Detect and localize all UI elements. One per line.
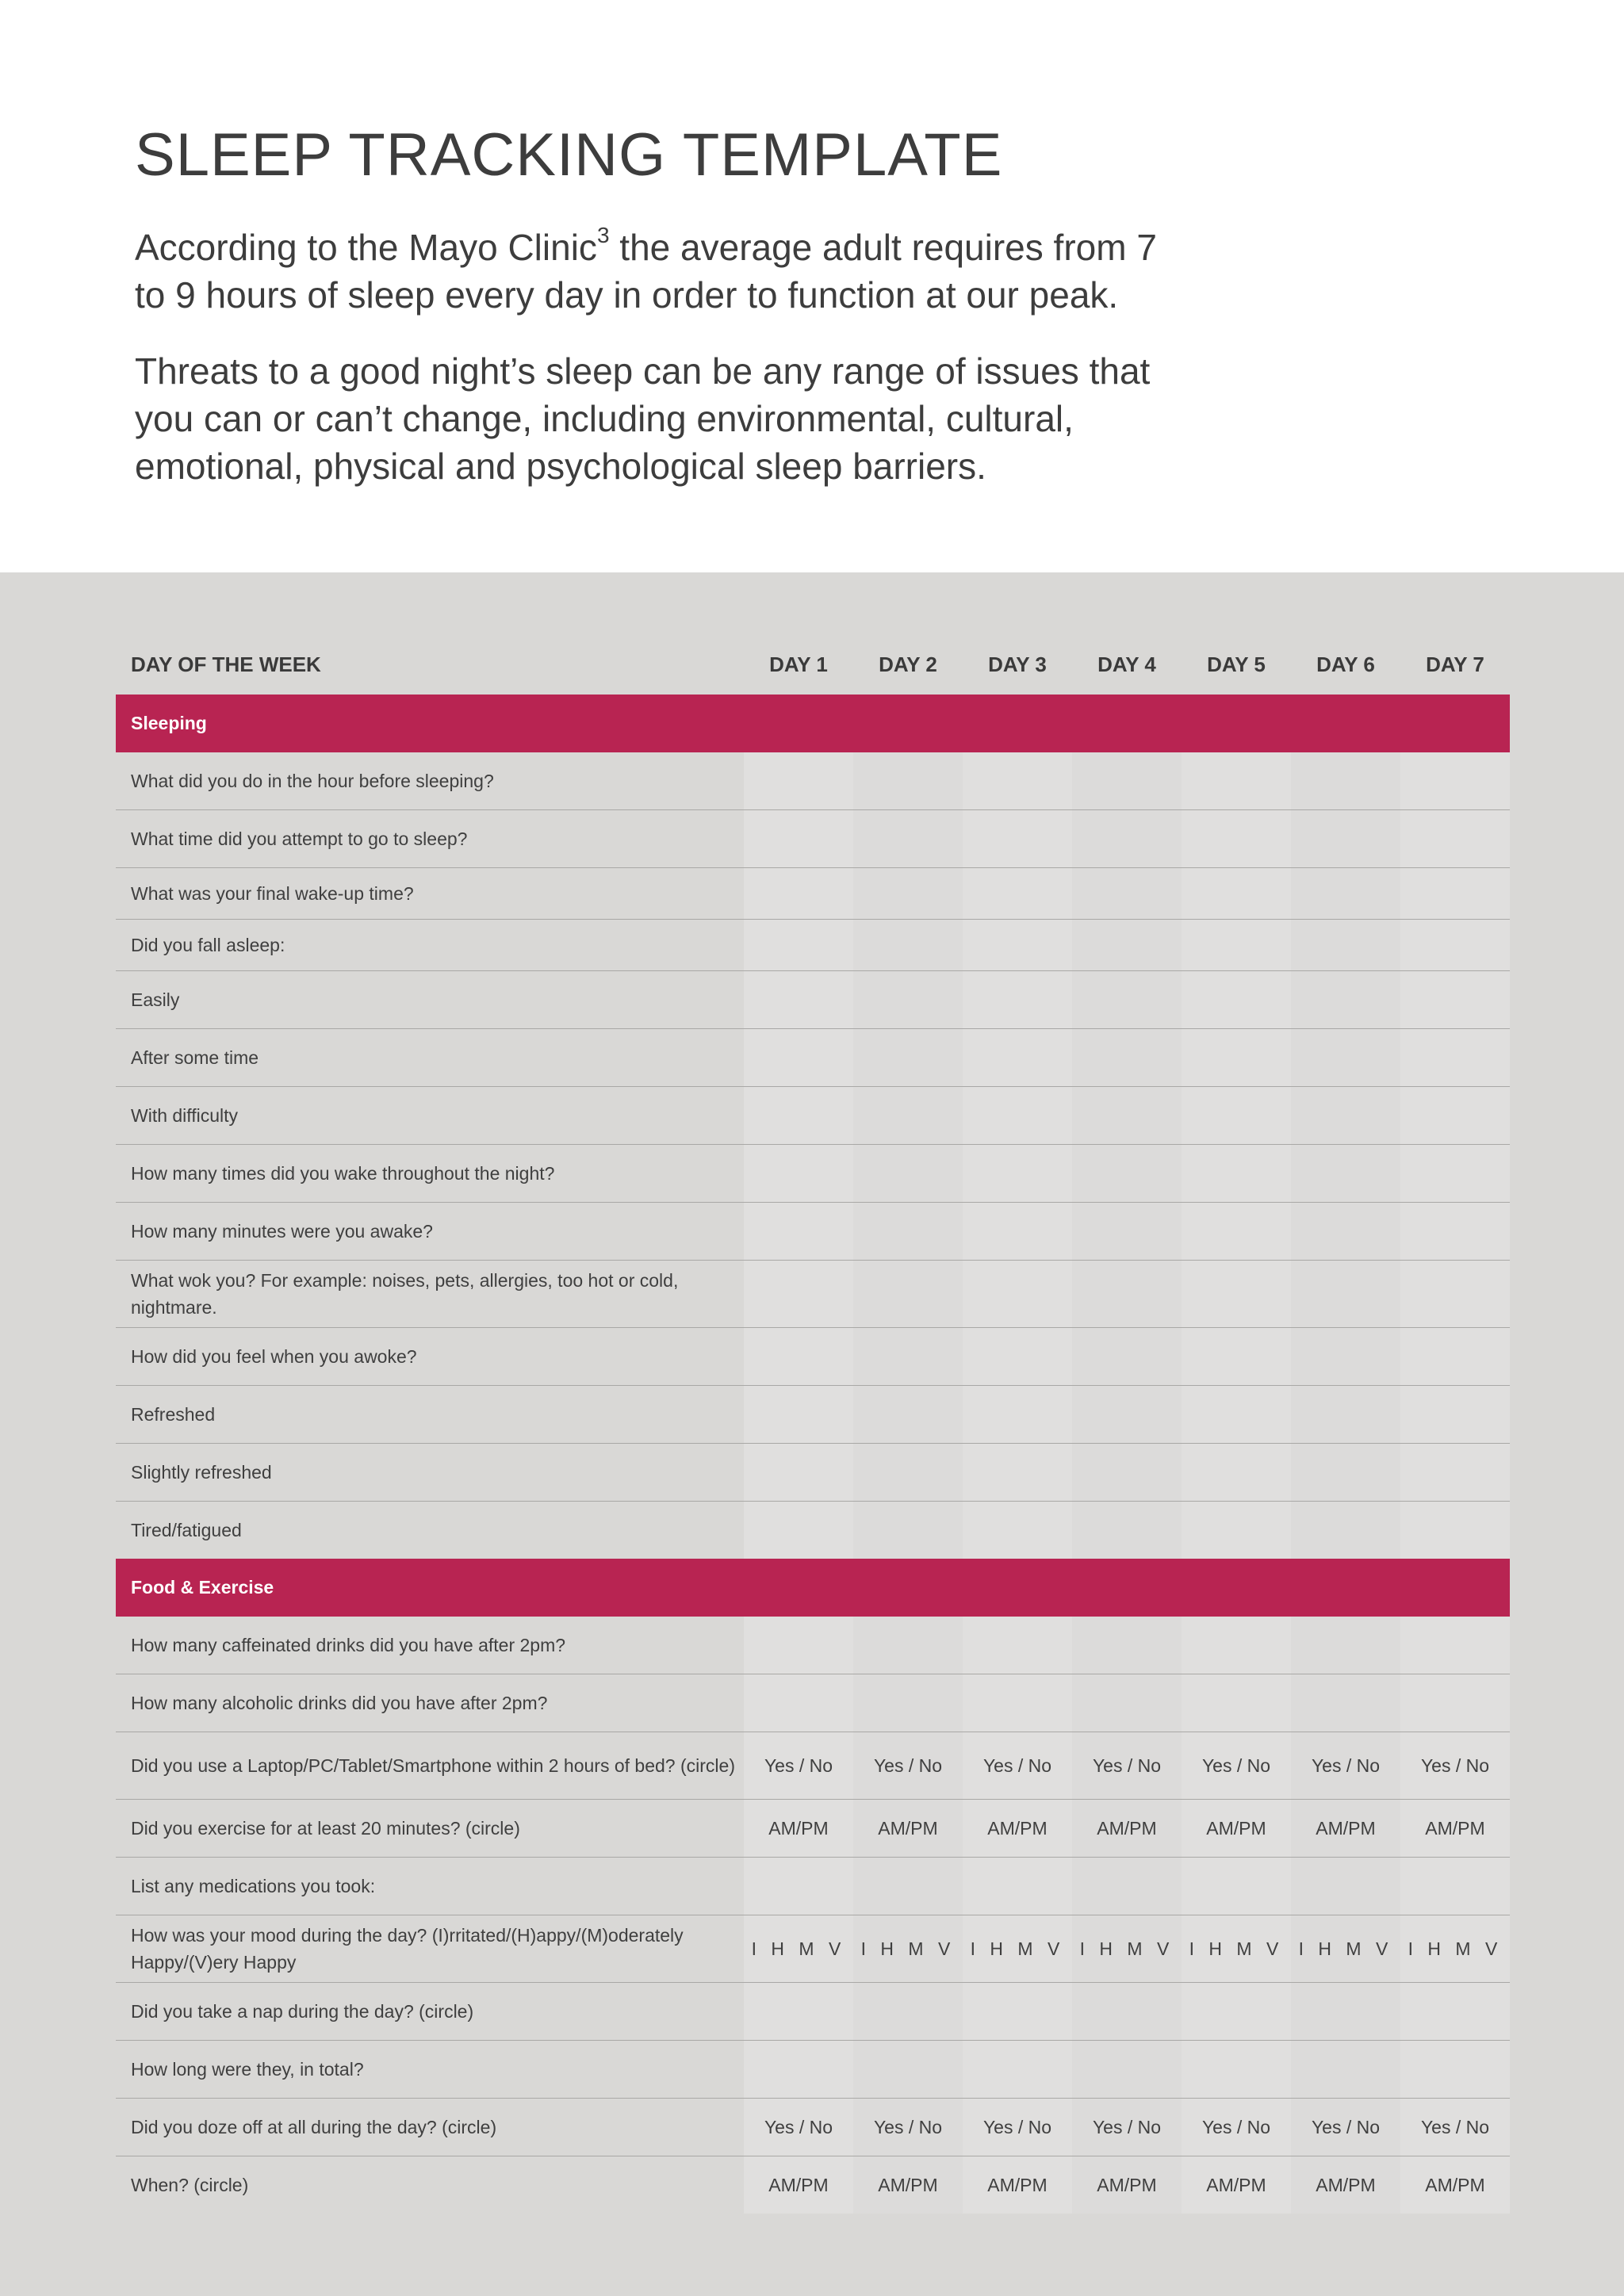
day-7-cell[interactable]	[1400, 1203, 1510, 1261]
column-header-day-6: DAY 6	[1316, 652, 1375, 676]
day-2-cell[interactable]	[853, 1328, 963, 1386]
day-2-cell[interactable]: Yes / No	[853, 1732, 963, 1800]
day-3-cell[interactable]	[963, 868, 1072, 920]
day-6-cell[interactable]	[1291, 1145, 1400, 1203]
day-6-cell[interactable]	[1291, 1203, 1400, 1261]
day-4-cell[interactable]	[1072, 971, 1182, 1029]
day-2-cell[interactable]: Yes / No	[853, 2099, 963, 2156]
table-row	[116, 868, 1510, 920]
footnote-marker: 3	[596, 223, 610, 247]
question-label: How did you feel when you awoke?	[116, 1328, 744, 1386]
day-4-cell[interactable]	[1072, 1087, 1182, 1145]
table-row	[116, 1732, 1510, 1800]
day-4-cell[interactable]	[1072, 752, 1182, 810]
day-5-cell[interactable]	[1182, 1203, 1291, 1261]
day-2-cell[interactable]	[853, 1858, 963, 1915]
day-1-cell[interactable]	[744, 2041, 853, 2099]
table-row	[116, 2041, 1510, 2099]
day-3-cell[interactable]	[963, 1029, 1072, 1087]
day-7-cell[interactable]: I H M V	[1400, 1915, 1510, 1983]
day-1-cell[interactable]	[744, 1087, 853, 1145]
question-label: Slightly refreshed	[116, 1444, 744, 1502]
day-4-cell[interactable]: AM/PM	[1072, 1800, 1182, 1858]
day-1-cell[interactable]	[744, 971, 853, 1029]
day-6-cell[interactable]	[1291, 868, 1400, 920]
threats-paragraph: Threats to a good night’s sleep can be any range of issues that you can or can’t change, including environmental, cultural, emotional, physical and psychological sleep barriers.	[135, 350, 1151, 487]
day-5-cell[interactable]	[1182, 1145, 1291, 1203]
day-6-cell[interactable]	[1291, 752, 1400, 810]
day-7-cell[interactable]	[1400, 1502, 1510, 1559]
day-2-cell[interactable]	[853, 1674, 963, 1732]
table-row	[116, 1858, 1510, 1915]
day-4-cell[interactable]	[1072, 2041, 1182, 2099]
day-3-cell[interactable]	[963, 1617, 1072, 1674]
day-5-cell[interactable]	[1182, 1386, 1291, 1444]
day-4-cell[interactable]	[1072, 1328, 1182, 1386]
table-row	[116, 1145, 1510, 1203]
day-2-cell[interactable]	[853, 1444, 963, 1502]
day-2-cell[interactable]	[853, 920, 963, 971]
day-1-cell[interactable]: AM/PM	[744, 1800, 853, 1858]
day-2-cell[interactable]	[853, 1261, 963, 1328]
day-1-cell[interactable]	[744, 868, 853, 920]
day-3-cell[interactable]	[963, 1502, 1072, 1559]
day-1-cell[interactable]	[744, 1261, 853, 1328]
sleep-tracking-table	[116, 634, 1510, 2214]
day-5-cell[interactable]	[1182, 810, 1291, 868]
day-1-cell[interactable]	[744, 920, 853, 971]
day-7-cell[interactable]	[1400, 810, 1510, 868]
day-3-cell[interactable]	[963, 1674, 1072, 1732]
day-7-cell[interactable]	[1400, 752, 1510, 810]
day-2-cell[interactable]	[853, 1983, 963, 2041]
day-5-cell[interactable]: AM/PM	[1182, 1800, 1291, 1858]
day-6-cell[interactable]	[1291, 971, 1400, 1029]
tracking-area	[0, 572, 1624, 2296]
day-1-cell[interactable]: Yes / No	[744, 2099, 853, 2156]
day-1-cell[interactable]: AM/PM	[744, 2156, 853, 2214]
day-4-cell[interactable]: Yes / No	[1072, 1732, 1182, 1800]
table-body	[116, 695, 1510, 2214]
day-3-cell[interactable]	[963, 1858, 1072, 1915]
day-2-cell[interactable]: AM/PM	[853, 2156, 963, 2214]
table-row	[116, 1800, 1510, 1858]
day-7-cell[interactable]	[1400, 1328, 1510, 1386]
day-3-cell[interactable]: I H M V	[963, 1915, 1072, 1983]
question-label: Did you exercise for at least 20 minutes? (circle)	[116, 1800, 744, 1858]
day-7-cell[interactable]: AM/PM	[1400, 2156, 1510, 2214]
day-7-cell[interactable]: Yes / No	[1400, 2099, 1510, 2156]
day-3-cell[interactable]	[963, 971, 1072, 1029]
day-3-cell[interactable]: Yes / No	[963, 1732, 1072, 1800]
day-5-cell[interactable]	[1182, 1261, 1291, 1328]
day-4-cell[interactable]	[1072, 1674, 1182, 1732]
day-3-cell[interactable]	[963, 1444, 1072, 1502]
day-4-cell[interactable]: I H M V	[1072, 1915, 1182, 1983]
question-label: How many times did you wake throughout the night?	[116, 1145, 744, 1203]
question-label: Did you fall asleep:	[116, 920, 744, 971]
day-2-cell[interactable]	[853, 1617, 963, 1674]
column-header-day-5: DAY 5	[1207, 652, 1266, 676]
question-label: List any medications you took:	[116, 1858, 744, 1915]
day-1-cell[interactable]	[744, 1617, 853, 1674]
question-label: Did you use a Laptop/PC/Tablet/Smartphone within 2 hours of bed? (circle)	[116, 1732, 744, 1800]
day-6-cell[interactable]: Yes / No	[1291, 1732, 1400, 1800]
question-label: How many alcoholic drinks did you have after 2pm?	[116, 1674, 744, 1732]
question-label: What was your final wake-up time?	[116, 868, 744, 920]
day-2-cell[interactable]	[853, 752, 963, 810]
day-7-cell[interactable]: AM/PM	[1400, 1800, 1510, 1858]
day-3-cell[interactable]	[963, 1328, 1072, 1386]
day-6-cell[interactable]	[1291, 1386, 1400, 1444]
day-5-cell[interactable]	[1182, 1444, 1291, 1502]
intro-text-start: According to the Mayo Clinic	[135, 227, 597, 268]
day-6-cell[interactable]	[1291, 810, 1400, 868]
day-7-cell[interactable]	[1400, 1858, 1510, 1915]
day-4-cell[interactable]	[1072, 1983, 1182, 2041]
day-4-cell[interactable]	[1072, 1145, 1182, 1203]
question-label: Did you take a nap during the day? (circle)	[116, 1983, 744, 2041]
table-row	[116, 1203, 1510, 1261]
day-6-cell[interactable]	[1291, 920, 1400, 971]
day-5-cell[interactable]	[1182, 971, 1291, 1029]
table-row	[116, 2156, 1510, 2214]
day-5-cell[interactable]: Yes / No	[1182, 1732, 1291, 1800]
day-1-cell[interactable]	[744, 1858, 853, 1915]
day-6-cell[interactable]: I H M V	[1291, 1915, 1400, 1983]
day-7-cell[interactable]	[1400, 1145, 1510, 1203]
question-label: How long were they, in total?	[116, 2041, 744, 2099]
day-2-cell[interactable]	[853, 971, 963, 1029]
header-area	[0, 0, 1624, 572]
table-row	[116, 971, 1510, 1029]
question-label: What did you do in the hour before sleeping?	[116, 752, 744, 810]
table-row	[116, 2099, 1510, 2156]
day-3-cell[interactable]	[963, 1087, 1072, 1145]
question-label: When? (circle)	[131, 2175, 249, 2195]
day-5-cell[interactable]	[1182, 920, 1291, 971]
question-label: After some time	[116, 1029, 744, 1087]
day-3-cell[interactable]	[963, 1386, 1072, 1444]
tracking-table-wrap	[116, 634, 1508, 2214]
day-6-cell[interactable]: AM/PM	[1291, 1800, 1400, 1858]
page-title: SLEEP TRACKING TEMPLATE	[135, 121, 1003, 189]
day-4-cell[interactable]: Yes / No	[1072, 2099, 1182, 2156]
day-3-cell[interactable]	[963, 1145, 1072, 1203]
day-7-cell[interactable]	[1400, 1674, 1510, 1732]
day-4-cell[interactable]	[1072, 1203, 1182, 1261]
day-7-cell[interactable]	[1400, 920, 1510, 971]
day-6-cell[interactable]	[1291, 1328, 1400, 1386]
day-6-cell[interactable]	[1291, 1029, 1400, 1087]
day-2-cell[interactable]: I H M V	[853, 1915, 963, 1983]
question-label: Tired/fatigued	[131, 1520, 242, 1540]
day-1-cell[interactable]	[744, 1444, 853, 1502]
day-4-cell[interactable]	[1072, 920, 1182, 971]
day-6-cell[interactable]	[1291, 1087, 1400, 1145]
table-row	[116, 920, 1510, 971]
day-3-cell[interactable]: AM/PM	[963, 2156, 1072, 2214]
intro-text-end: the average adult requires from 7 to 9 hours of sleep every day in order to function at our peak.	[135, 227, 1157, 316]
column-header-day-of-week: DAY OF THE WEEK	[131, 652, 321, 676]
table-row	[116, 1029, 1510, 1087]
day-2-cell[interactable]	[853, 1087, 963, 1145]
question-label: How many minutes were you awake?	[116, 1203, 744, 1261]
day-5-cell[interactable]	[1182, 868, 1291, 920]
day-5-cell[interactable]: I H M V	[1182, 1915, 1291, 1983]
table-row	[116, 1328, 1510, 1386]
column-header-day-4: DAY 4	[1097, 652, 1156, 676]
day-7-cell[interactable]	[1400, 1983, 1510, 2041]
day-5-cell[interactable]: AM/PM	[1182, 2156, 1291, 2214]
day-2-cell[interactable]	[853, 868, 963, 920]
question-label: What time did you attempt to go to sleep?	[116, 810, 744, 868]
day-5-cell[interactable]	[1182, 1858, 1291, 1915]
table-row	[116, 1444, 1510, 1502]
column-header-day-3: DAY 3	[988, 652, 1047, 676]
day-4-cell[interactable]	[1072, 1502, 1182, 1559]
day-6-cell[interactable]	[1291, 1983, 1400, 2041]
day-1-cell[interactable]	[744, 1983, 853, 2041]
question-label: Refreshed	[116, 1386, 744, 1444]
day-6-cell[interactable]	[1291, 1261, 1400, 1328]
day-5-cell[interactable]	[1182, 1087, 1291, 1145]
day-1-cell[interactable]	[744, 1502, 853, 1559]
table-row	[116, 1087, 1510, 1145]
table-row	[116, 1915, 1510, 1983]
table-row	[116, 1983, 1510, 2041]
column-header-day-7: DAY 7	[1426, 652, 1484, 676]
day-6-cell[interactable]	[1291, 1674, 1400, 1732]
section-title: Sleeping	[116, 695, 1510, 752]
table-header-row	[116, 634, 1510, 695]
day-4-cell[interactable]	[1072, 1261, 1182, 1328]
day-5-cell[interactable]	[1182, 1502, 1291, 1559]
day-1-cell[interactable]	[744, 1145, 853, 1203]
day-5-cell[interactable]: Yes / No	[1182, 2099, 1291, 2156]
day-3-cell[interactable]: Yes / No	[963, 2099, 1072, 2156]
day-1-cell[interactable]	[744, 1029, 853, 1087]
day-1-cell[interactable]	[744, 752, 853, 810]
day-2-cell[interactable]: AM/PM	[853, 1800, 963, 1858]
table-row	[116, 1261, 1510, 1328]
day-1-cell[interactable]	[744, 810, 853, 868]
day-6-cell[interactable]	[1291, 1502, 1400, 1559]
day-5-cell[interactable]	[1182, 1983, 1291, 2041]
day-2-cell[interactable]	[853, 1502, 963, 1559]
day-5-cell[interactable]	[1182, 752, 1291, 810]
day-6-cell[interactable]: AM/PM	[1291, 2156, 1400, 2214]
question-label: Did you doze off at all during the day? (circle)	[116, 2099, 744, 2156]
day-3-cell[interactable]: AM/PM	[963, 1800, 1072, 1858]
day-2-cell[interactable]	[853, 1029, 963, 1087]
question-label: With difficulty	[116, 1087, 744, 1145]
day-5-cell[interactable]	[1182, 1328, 1291, 1386]
day-5-cell[interactable]	[1182, 1029, 1291, 1087]
question-label: Easily	[116, 971, 744, 1029]
table-row	[116, 810, 1510, 868]
day-6-cell[interactable]	[1291, 1617, 1400, 1674]
day-7-cell[interactable]	[1400, 1029, 1510, 1087]
day-1-cell[interactable]	[744, 1203, 853, 1261]
day-2-cell[interactable]	[853, 2041, 963, 2099]
day-7-cell[interactable]	[1400, 971, 1510, 1029]
day-6-cell[interactable]	[1291, 1858, 1400, 1915]
day-4-cell[interactable]	[1072, 1858, 1182, 1915]
intro-paragraph	[135, 224, 1197, 319]
day-4-cell[interactable]	[1072, 868, 1182, 920]
day-7-cell[interactable]	[1400, 868, 1510, 920]
table-row	[116, 1386, 1510, 1444]
section-header-row	[116, 1559, 1510, 1617]
question-label: What wok you? For example: noises, pets, allergies, too hot or cold, nightmare.	[116, 1261, 744, 1328]
day-1-cell[interactable]: Yes / No	[744, 1732, 853, 1800]
table-row	[116, 1674, 1510, 1732]
day-3-cell[interactable]	[963, 810, 1072, 868]
day-7-cell[interactable]	[1400, 1087, 1510, 1145]
day-4-cell[interactable]	[1072, 1029, 1182, 1087]
section-header-row	[116, 695, 1510, 752]
day-7-cell[interactable]	[1400, 2041, 1510, 2099]
day-3-cell[interactable]	[963, 2041, 1072, 2099]
day-5-cell[interactable]	[1182, 2041, 1291, 2099]
day-5-cell[interactable]	[1182, 1617, 1291, 1674]
column-header-day-1: DAY 1	[769, 652, 828, 676]
day-3-cell[interactable]	[963, 920, 1072, 971]
day-1-cell[interactable]	[744, 1674, 853, 1732]
day-2-cell[interactable]	[853, 1203, 963, 1261]
day-6-cell[interactable]	[1291, 1444, 1400, 1502]
day-7-cell[interactable]	[1400, 1444, 1510, 1502]
day-4-cell[interactable]	[1072, 1444, 1182, 1502]
day-1-cell[interactable]	[744, 1328, 853, 1386]
section-title: Food & Exercise	[116, 1559, 1510, 1617]
table-row	[116, 1502, 1510, 1559]
day-3-cell[interactable]	[963, 1261, 1072, 1328]
day-1-cell[interactable]	[744, 1386, 853, 1444]
day-7-cell[interactable]	[1400, 1617, 1510, 1674]
question-label: How many caffeinated drinks did you have after 2pm?	[116, 1617, 744, 1674]
day-1-cell[interactable]: I H M V	[744, 1915, 853, 1983]
day-2-cell[interactable]	[853, 1145, 963, 1203]
day-6-cell[interactable]: Yes / No	[1291, 2099, 1400, 2156]
table-row	[116, 1617, 1510, 1674]
day-7-cell[interactable]	[1400, 1386, 1510, 1444]
day-4-cell[interactable]	[1072, 810, 1182, 868]
day-4-cell[interactable]: AM/PM	[1072, 2156, 1182, 2214]
day-7-cell[interactable]: Yes / No	[1400, 1732, 1510, 1800]
day-4-cell[interactable]	[1072, 1617, 1182, 1674]
day-2-cell[interactable]	[853, 1386, 963, 1444]
day-3-cell[interactable]	[963, 752, 1072, 810]
day-5-cell[interactable]	[1182, 1674, 1291, 1732]
day-3-cell[interactable]	[963, 1203, 1072, 1261]
day-4-cell[interactable]	[1072, 1386, 1182, 1444]
day-6-cell[interactable]	[1291, 2041, 1400, 2099]
day-7-cell[interactable]	[1400, 1261, 1510, 1328]
column-header-day-2: DAY 2	[879, 652, 937, 676]
table-row	[116, 752, 1510, 810]
day-2-cell[interactable]	[853, 810, 963, 868]
day-3-cell[interactable]	[963, 1983, 1072, 2041]
question-label: How was your mood during the day? (I)rritated/(H)appy/(M)oderately Happy/(V)ery Happy	[116, 1915, 744, 1983]
